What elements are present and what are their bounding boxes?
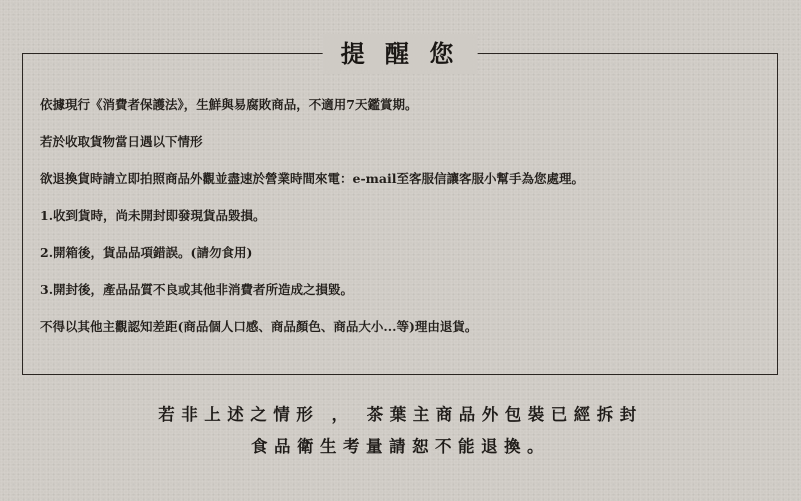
notice-line-quality-defect: 3.開封後，產品品質不良或其他非消費者所造成之損毀。 xyxy=(40,282,354,297)
notice-line-condition-intro: 若於收取貨物當日遇以下情形 xyxy=(40,134,203,149)
notice-list xyxy=(40,96,769,355)
footer-line-1: 若非上述之情形 ， 茶葉主商品外包裝已經拆封 xyxy=(158,405,643,424)
notice-title: 提 醒 您 xyxy=(323,34,478,74)
notice-line-damaged-on-arrival: 1.收到貨時，尚未開封即發現貨品毀損。 xyxy=(40,208,266,223)
notice-box xyxy=(22,39,778,375)
notice-line-law: 依據現行《消費者保護法》，生鮮與易腐敗商品，不適用7天鑑賞期。 xyxy=(40,97,418,112)
notice-line-return-instructions: 欲退換貨時請立即拍照商品外觀並盡速於營業時間來電：e-mail至客服信讓客服小幫手為您處理。 xyxy=(40,171,584,186)
notice-line-wrong-item: 2.開箱後，貨品品項錯誤。(請勿食用) xyxy=(40,245,253,260)
notice-line-subjective-exclusion: 不得以其他主觀認知差距(商品個人口感、商品顏色、商品大小...等)理由退貨。 xyxy=(40,319,478,334)
footer-line-2: 食品衛生考量請恕不能退換。 xyxy=(251,437,550,456)
